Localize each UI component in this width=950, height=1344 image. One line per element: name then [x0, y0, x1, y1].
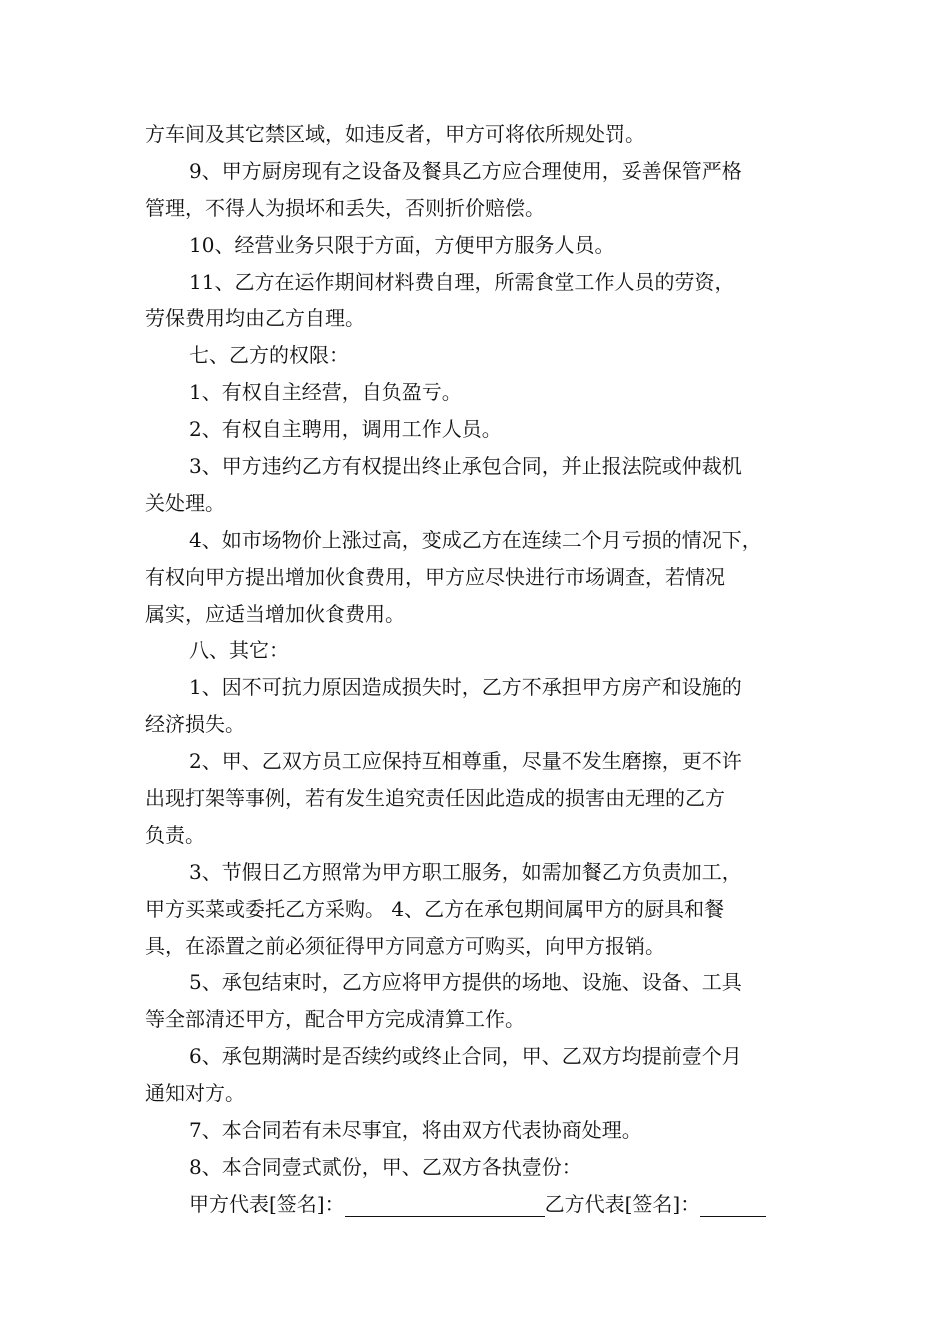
text-line: 10、经营业务只限于方面，方便甲方服务人员。 [189, 232, 615, 257]
text-line: 7、本合同若有未尽事宜，将由双方代表协商处理。 [189, 1118, 642, 1143]
party-b-signature-label: 乙方代表[签名]： [544, 1191, 701, 1216]
party-a-signature-blank[interactable] [345, 1192, 545, 1217]
text-line: 有权向甲方提出增加伙食费用，甲方应尽快进行市场调查，若情况 [145, 564, 725, 589]
text-line: 2、甲、乙双方员工应保持互相尊重，尽量不发生磨擦，更不许 [189, 749, 742, 774]
text-line: 2、有权自主聘用，调用工作人员。 [189, 417, 502, 442]
party-a-signature-label: 甲方代表[签名]： [189, 1191, 345, 1216]
text-line: 属实，应适当增加伙食费用。 [145, 601, 405, 626]
text-line: 经济损失。 [145, 712, 245, 737]
signature-line [145, 1186, 815, 1223]
text-line: 方车间及其它禁区域，如违反者，甲方可将依所规处罚。 [145, 122, 645, 146]
text-line: 八、其它： [189, 638, 289, 663]
text-line: 甲方买菜或委托乙方采购。 4、乙方在承包期间属甲方的厨具和餐 [145, 896, 725, 921]
text-line: 关处理。 [145, 490, 225, 515]
contract-body [145, 116, 815, 1223]
contract-paragraphs [145, 116, 815, 1186]
text-line: 管理，不得人为损坏和丢失，否则折价赔偿。 [145, 195, 545, 220]
text-line: 出现打架等事例，若有发生追究责任因此造成的损害由无理的乙方 [145, 786, 725, 811]
text-line: 1、因不可抗力原因造成损失时，乙方不承担甲方房产和设施的 [189, 675, 742, 700]
text-line: 11、乙方在运作期间材料费自理，所需食堂工作人员的劳资， [189, 269, 735, 294]
text-line: 5、承包结束时，乙方应将甲方提供的场地、设施、设备、工具 [189, 970, 742, 995]
text-line: 3、节假日乙方照常为甲方职工服务，如需加餐乙方负责加工， [189, 859, 742, 884]
text-line: 七、乙方的权限： [189, 343, 349, 368]
text-line: 通知对方。 [145, 1081, 245, 1106]
party-b-signature-blank[interactable] [700, 1192, 766, 1217]
text-line: 负责。 [145, 822, 205, 847]
text-line: 4、如市场物价上涨过高，变成乙方在连续二个月亏损的情况下， [189, 527, 762, 552]
text-line: 劳保费用均由乙方自理。 [145, 306, 365, 331]
text-line: 9、甲方厨房现有之设备及餐具乙方应合理使用，妥善保管严格 [189, 158, 742, 183]
text-line: 8、本合同壹式贰份，甲、乙双方各执壹份： [189, 1154, 582, 1179]
text-line: 1、有权自主经营，自负盈亏。 [189, 380, 462, 405]
text-line: 具，在添置之前必须征得甲方同意方可购买，向甲方报销。 [145, 933, 665, 958]
text-line: 等全部清还甲方，配合甲方完成清算工作。 [145, 1007, 525, 1032]
text-line: 6、承包期满时是否续约或终止合同，甲、乙双方均提前壹个月 [189, 1044, 742, 1069]
text-line: 3、甲方违约乙方有权提出终止承包合同，并止报法院或仲裁机 [189, 454, 742, 479]
